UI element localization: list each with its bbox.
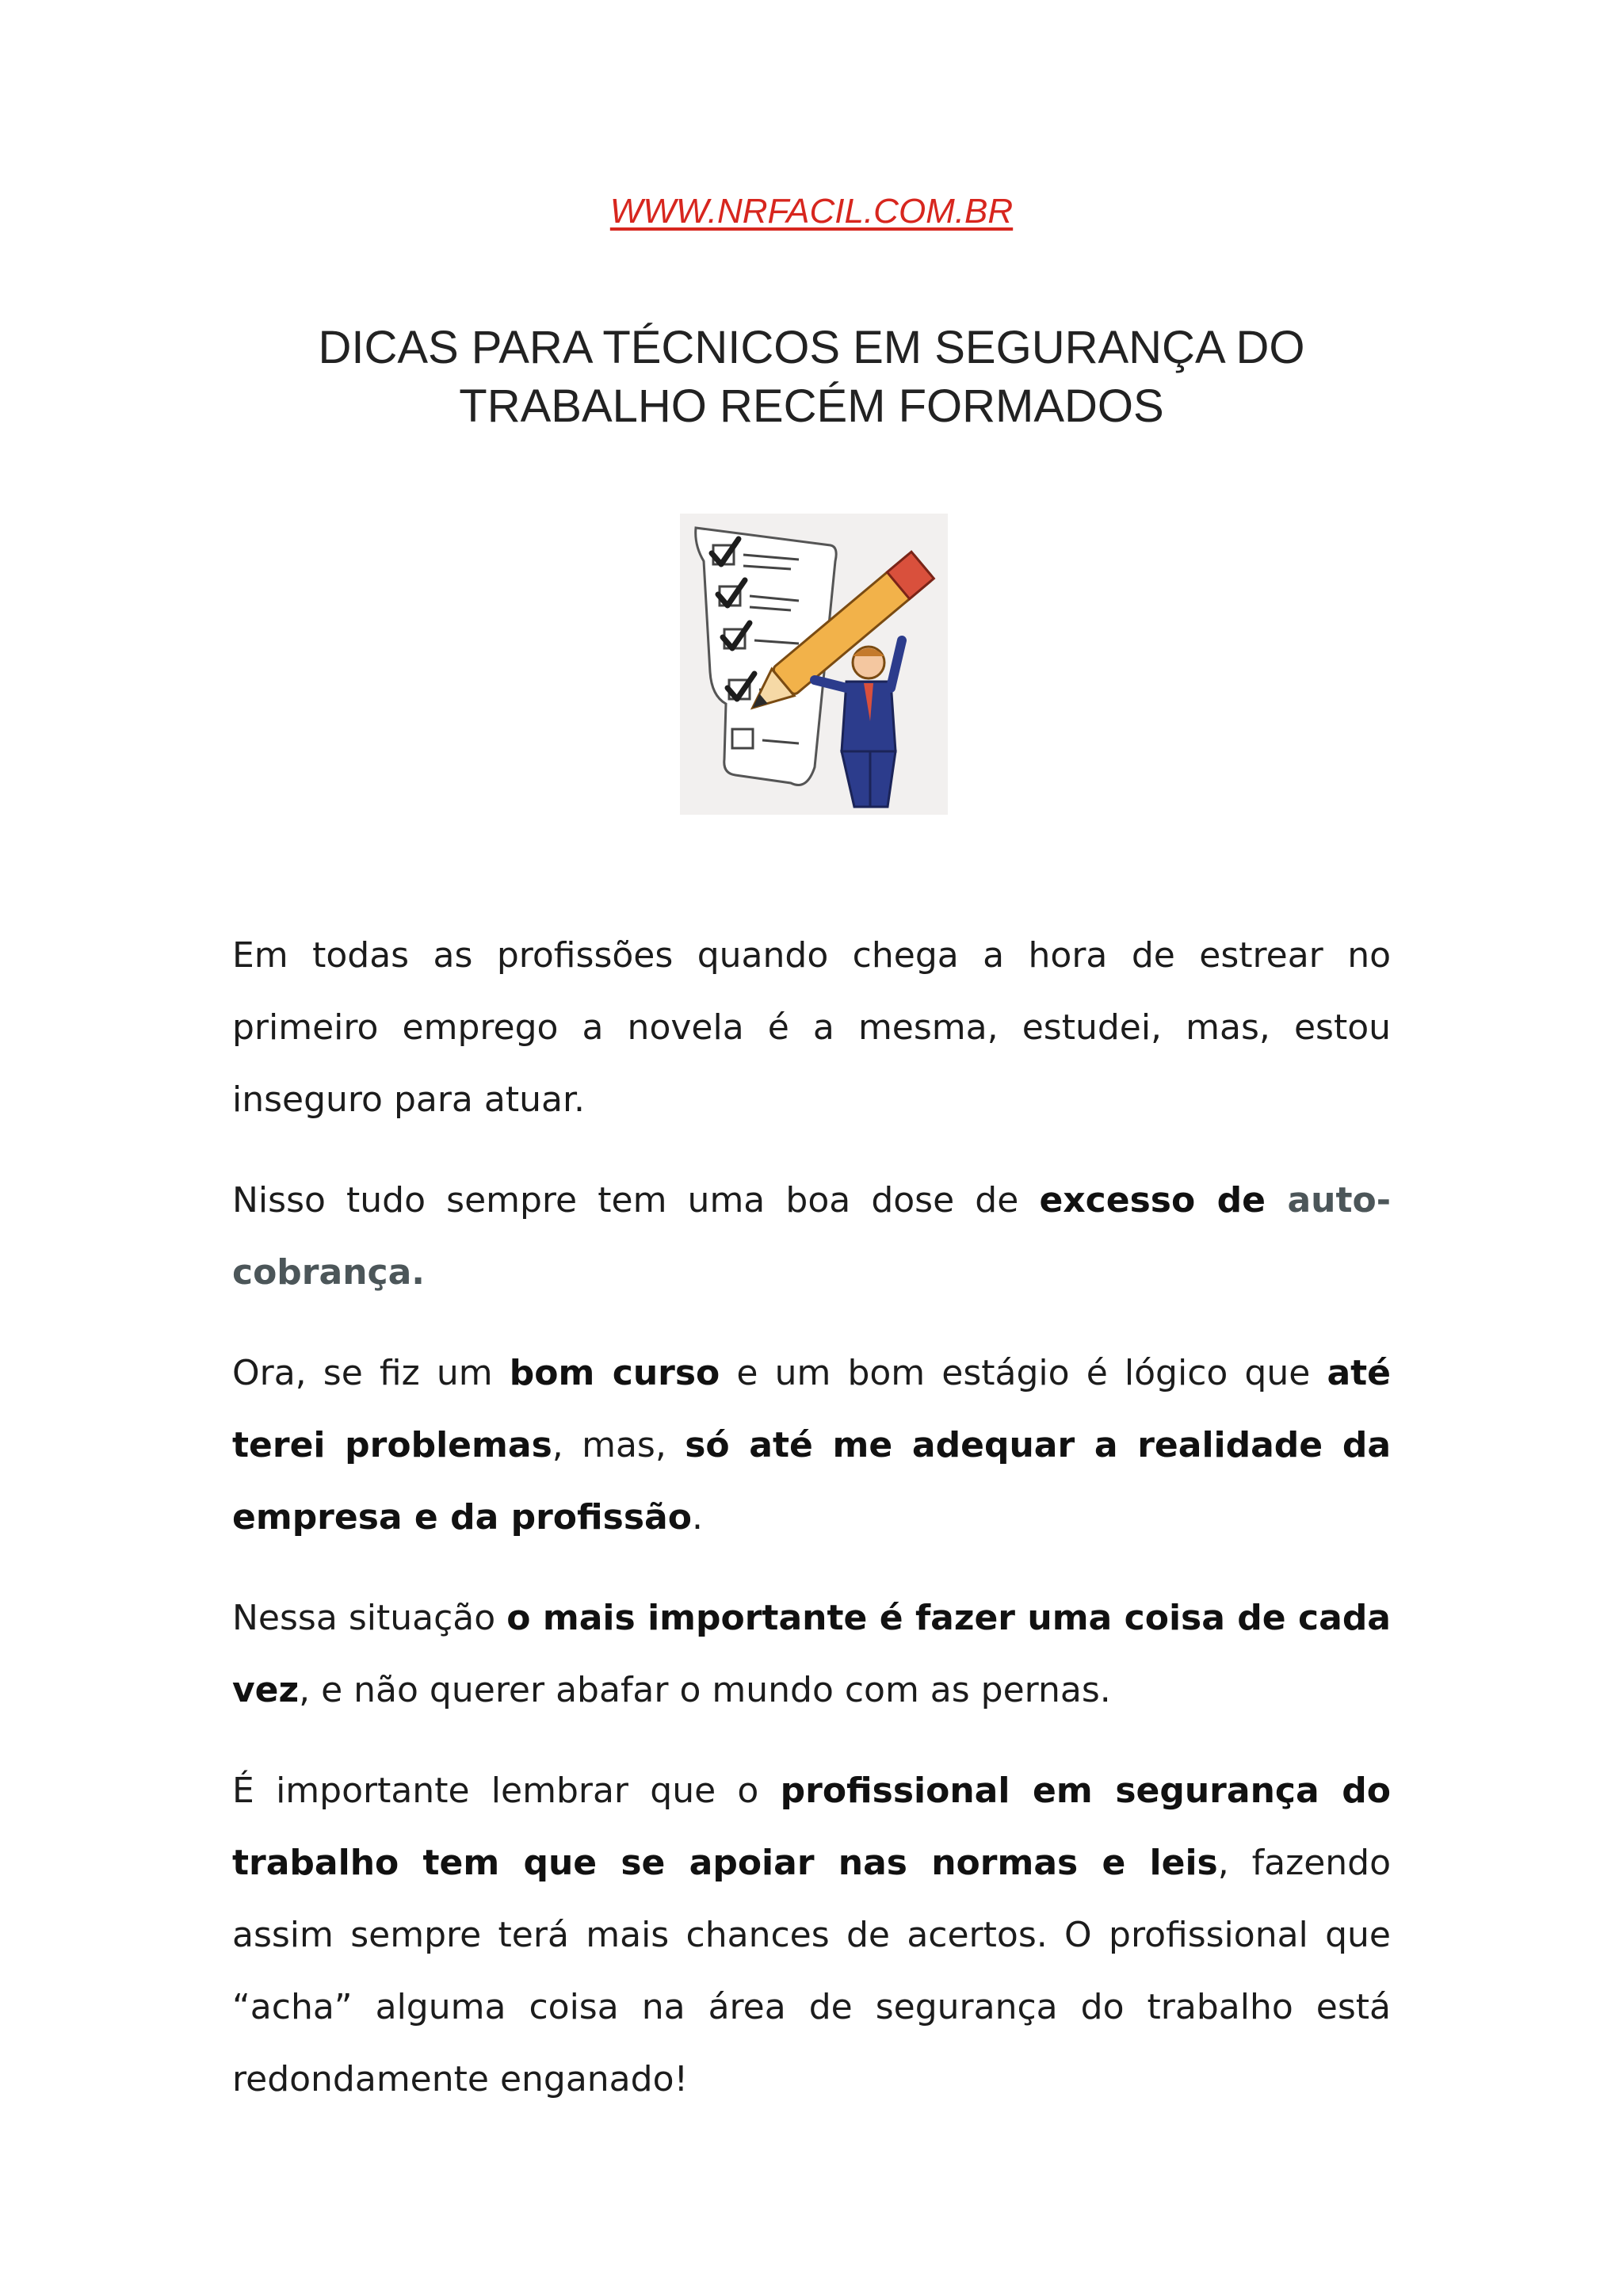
paragraph-3 <box>232 1337 1391 1553</box>
title-line-1: DICAS PARA TÉCNICOS EM SEGURANÇA DO <box>318 322 1305 373</box>
paragraph-3-bold: bom curso <box>509 1353 720 1393</box>
paragraph-3-text: Ora, se fiz um <box>232 1353 510 1393</box>
checklist-pencil-icon <box>680 514 948 815</box>
paragraph-4-text: , e não querer abafar o mundo com as pernas. <box>299 1670 1111 1710</box>
paragraph-5 <box>232 1755 1391 2115</box>
paragraph-2-bold-accent: auto-cobrança. <box>232 1180 1391 1293</box>
paragraph-1 <box>232 919 1391 1136</box>
paragraph-2 <box>232 1164 1391 1308</box>
paragraph-4-text: Nessa situação <box>232 1598 507 1638</box>
article-body <box>232 919 1391 2144</box>
paragraph-5-bold: profissional em segurança do trabalho tem que se apoiar nas normas e leis <box>232 1771 1391 1883</box>
site-link[interactable]: WWW.NRFACIL.COM.BR <box>609 192 1014 231</box>
title-line-2: TRABALHO RECÉM FORMADOS <box>459 380 1164 432</box>
paragraph-3-text: . <box>691 1497 703 1538</box>
paragraph-3-bold: até terei problemas <box>232 1353 1392 1465</box>
paragraph-3-bold: só até me adequar a realidade da empresa e da profissão <box>232 1425 1392 1538</box>
paragraph-2-text: Nisso tudo sempre tem uma boa dose de <box>232 1180 1040 1221</box>
paragraph-5-text: , fazendo assim sempre terá mais chances de acertos. O profissional que “acha” alguma coisa na área de segurança do trabalho está redondamente enganado! <box>232 1843 1392 2099</box>
paragraph-4 <box>232 1582 1391 1726</box>
page-title <box>158 319 1465 436</box>
paragraph-2-bold: excesso de <box>1039 1180 1288 1221</box>
paragraph-5-text: É importante lembrar que o <box>232 1771 781 1811</box>
paragraph-4-bold: o mais importante é fazer uma coisa de cada vez <box>232 1598 1391 1710</box>
paragraph-3-text: e um bom estágio é lógico que <box>720 1353 1327 1393</box>
paragraph-3-text: , mas, <box>552 1425 685 1465</box>
paragraph-1-text: Em todas as profissões quando chega a hora de estrear no primeiro emprego a novela é a mesma, estudei, mas, estou inseguro para atuar. <box>232 935 1391 1120</box>
